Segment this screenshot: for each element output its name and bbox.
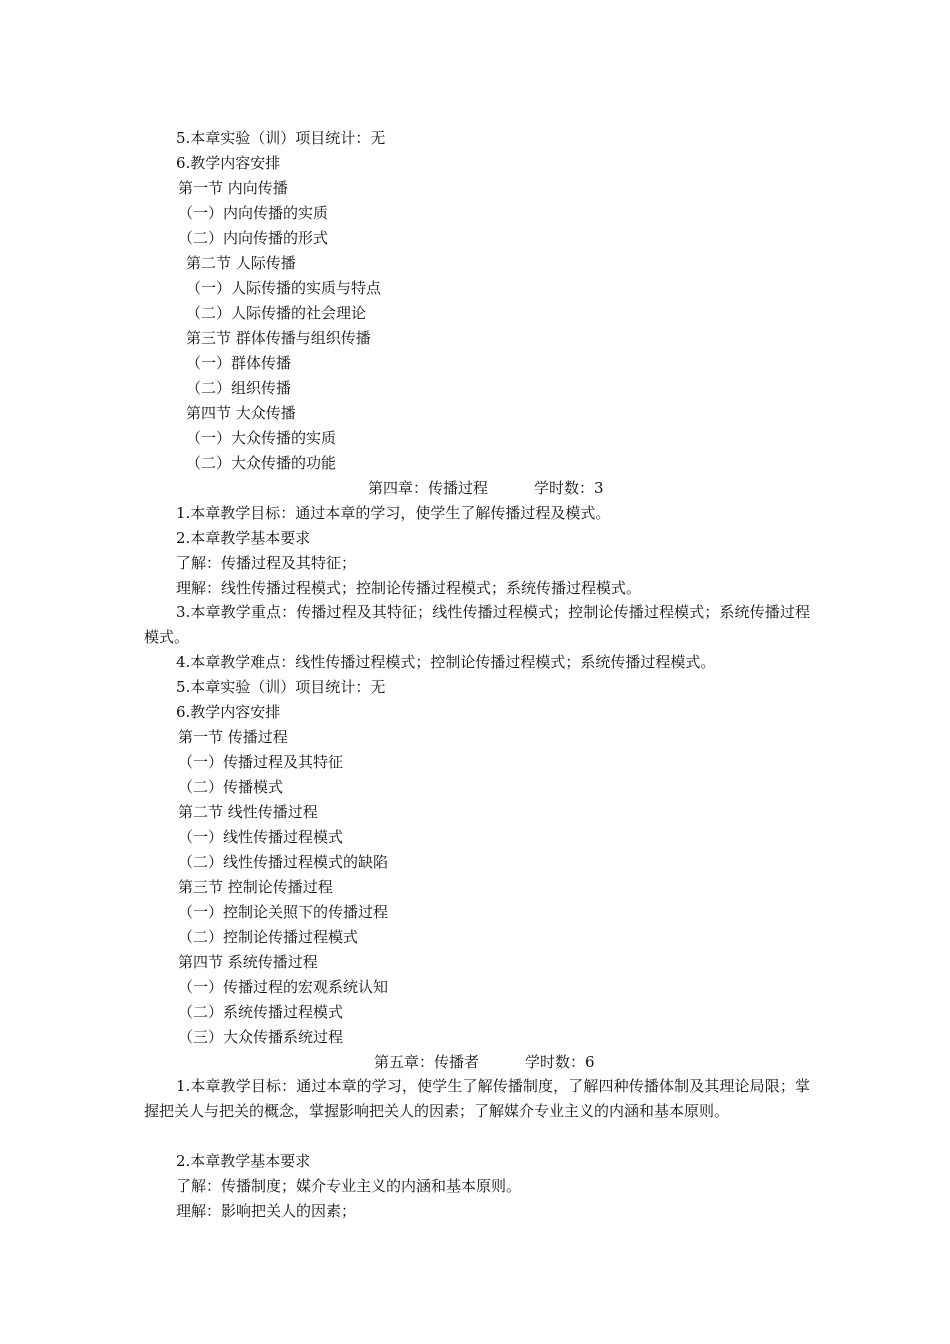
arrangement-line: 6.教学内容安排: [176, 154, 281, 172]
section-heading: 第三节 群体传播与组织传播: [186, 329, 371, 347]
subsection-item: （二）人际传播的社会理论: [186, 304, 367, 322]
subsection-item: （一）线性传播过程模式: [178, 828, 344, 846]
goal-paragraph: 1.本章教学目标：通过本章的学习，使学生了解传播制度，了解四种传播体制及其理论局限；掌握把关人与把关的概念，掌握影响把关人的因素；了解媒介专业主义的内涵和基本原则。: [144, 1077, 810, 1120]
chapter-title: 第五章：传播者: [374, 1053, 480, 1071]
subsection-item: （一）传播过程及其特征: [178, 753, 344, 771]
chapter-title: 第四章：传播过程: [368, 479, 489, 497]
subsection-item: （一）内向传播的实质: [178, 204, 329, 222]
section-heading: 第四节 系统传播过程: [178, 953, 318, 971]
subsection-item: （一）控制论关照下的传播过程: [178, 903, 389, 921]
section-heading: 第一节 内向传播: [178, 179, 288, 197]
subsection-item: （二）线性传播过程模式的缺陷: [178, 853, 389, 871]
chapter-hours: 学时数：3: [534, 479, 604, 497]
goal-line: 1.本章教学目标：通过本章的学习，使学生了解传播过程及模式。: [176, 504, 611, 522]
know-line: 了解：传播制度；媒介专业主义的内涵和基本原则。: [176, 1177, 522, 1195]
subsection-item: （三）大众传播系统过程: [178, 1028, 344, 1046]
subsection-item: （二）内向传播的形式: [178, 229, 329, 247]
requirement-line: 2.本章教学基本要求: [176, 1152, 311, 1170]
section-heading: 第三节 控制论传播过程: [178, 878, 333, 896]
chapter-heading: [368, 478, 604, 498]
chapter-hours: 学时数：6: [525, 1053, 595, 1071]
section-heading: 第四节 大众传播: [186, 404, 296, 422]
subsection-item: （一）大众传播的实质: [186, 429, 337, 447]
arrangement-line: 6.教学内容安排: [176, 703, 281, 721]
understand-line: 理解：影响把关人的因素；: [176, 1202, 357, 1220]
subsection-item: （一）人际传播的实质与特点: [186, 279, 382, 297]
subsection-item: （二）大众传播的功能: [186, 454, 337, 472]
section-heading: 第二节 人际传播: [186, 254, 296, 272]
subsection-item: （二）传播模式: [178, 778, 284, 796]
experiment-line: 5.本章实验（训）项目统计：无: [176, 678, 386, 696]
section-heading: 第一节 传播过程: [178, 728, 288, 746]
know-line: 了解：传播过程及其特征；: [176, 554, 357, 572]
requirement-line: 2.本章教学基本要求: [176, 529, 311, 547]
subsection-item: （一）群体传播: [186, 354, 292, 372]
chapter-heading: [374, 1052, 595, 1072]
subsection-item: （二）系统传播过程模式: [178, 1003, 344, 1021]
section-heading: 第二节 线性传播过程: [178, 803, 318, 821]
subsection-item: （二）控制论传播过程模式: [178, 928, 359, 946]
difficulty-line: 4.本章教学难点：线性传播过程模式；控制论传播过程模式；系统传播过程模式。: [176, 653, 716, 671]
experiment-line: 5.本章实验（训）项目统计：无: [176, 129, 386, 147]
understand-line: 理解：线性传播过程模式；控制论传播过程模式；系统传播过程模式。: [176, 579, 642, 597]
subsection-item: （二）组织传播: [186, 379, 292, 397]
key-points-paragraph: 3.本章教学重点：传播过程及其特征；线性传播过程模式；控制论传播过程模式；系统传播过程模式。: [144, 603, 810, 646]
subsection-item: （一）传播过程的宏观系统认知: [178, 978, 389, 996]
